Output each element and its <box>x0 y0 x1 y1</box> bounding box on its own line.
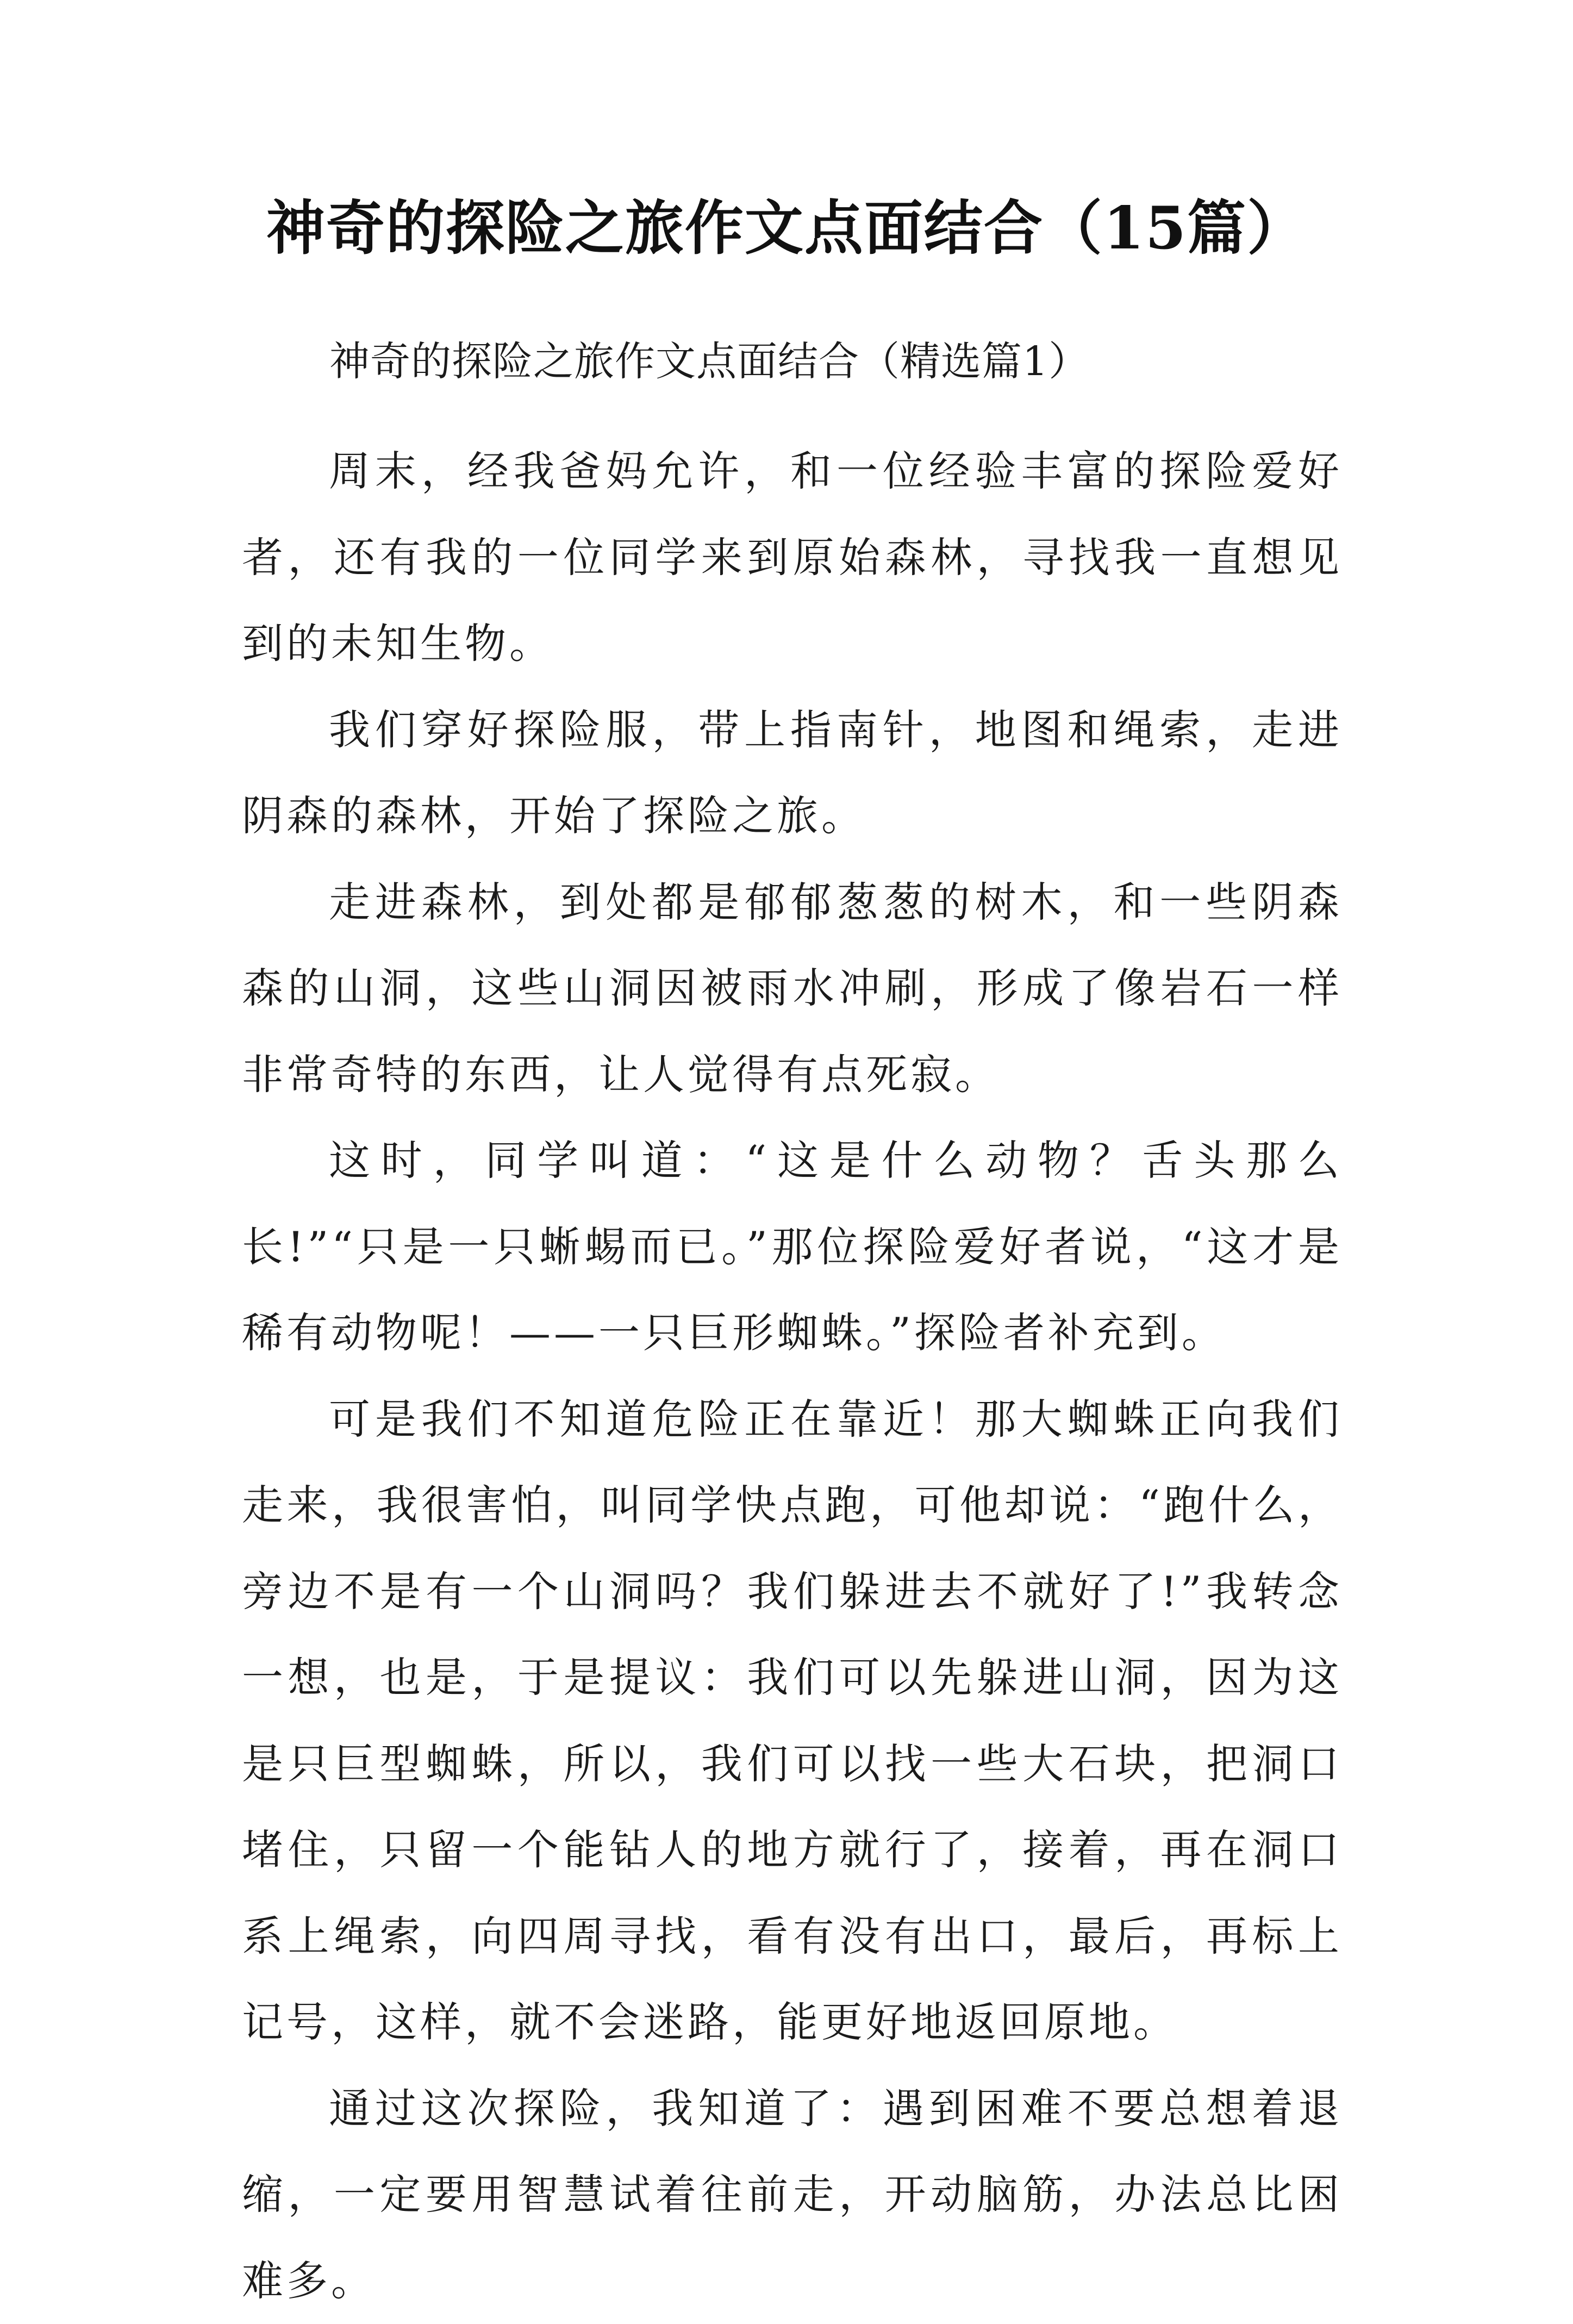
paragraph-6: 通过这次探险，我知道了：遇到困难不要总想着退缩，一定要用智慧试着往前走，开动脑筋，办法总比困难多。 <box>242 2066 1343 2324</box>
paragraph-1: 周末，经我爸妈允许，和一位经验丰富的探险爱好者，还有我的一位同学来到原始森林，寻找我一直想见到的未知生物。 <box>242 428 1343 687</box>
paragraph-3: 走进森林，到处都是郁郁葱葱的树木，和一些阴森森的山洞，这些山洞因被雨水冲刷，形成了像岩石一样非常奇特的东西，让人觉得有点死寂。 <box>242 859 1343 1118</box>
paragraph-5: 可是我们不知道危险正在靠近！那大蜘蛛正向我们走来，我很害怕，叫同学快点跑，可他却说：“跑什么，旁边不是有一个山洞吗？我们躲进去不就好了!”我转念一想，也是，于是提议：我们可以先躲进山洞，因为这是只巨型蜘蛛，所以，我们可以找一些大石块，把洞口堵住，只留一个能钻人的地方就行了，接着，再在洞口系上绳索，向四周寻找，看有没有出口，最后，再标上记号，这样，就不会迷路，能更好地返回原地。 <box>242 1376 1343 2066</box>
document-body <box>242 428 1343 2324</box>
document-title: 神奇的探险之旅作文点面结合（15篇） <box>234 188 1339 269</box>
section-heading: 神奇的探险之旅作文点面结合（精选篇1） <box>329 334 1089 389</box>
paragraph-4: 这时，同学叫道：“这是什么动物？舌头那么长!”“只是一只蜥蜴而已。”那位探险爱好者说，“这才是稀有动物呢！——一只巨形蜘蛛。”探险者补充到。 <box>242 1118 1343 1376</box>
paragraph-2: 我们穿好探险服，带上指南针，地图和绳索，走进阴森的森林，开始了探险之旅。 <box>242 687 1343 859</box>
